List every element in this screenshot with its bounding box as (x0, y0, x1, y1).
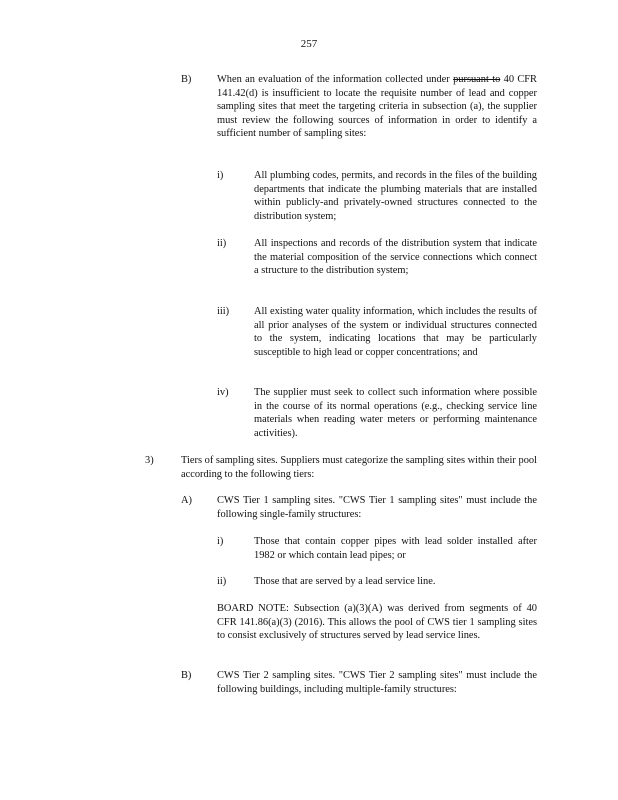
board-note: BOARD NOTE: Subsection (a)(3)(A) was derived from segments of 40 CFR 141.86(a)(3) (2016). This allows the pool of CWS tier 1 sampling sites to consist exclusively of structures served by lead service lines. (217, 603, 537, 642)
section-label: 3) (145, 455, 154, 466)
subsection-text: CWS Tier 2 sampling sites. "CWS Tier 2 sampling sites" must include the following buildings, including multiple-family structures: (217, 670, 537, 695)
item-text: Those that are served by a lead service line. (254, 576, 436, 587)
item-label: iii) (217, 306, 230, 317)
item-label: ii) (217, 576, 227, 587)
struck-text: pursuant to (453, 74, 501, 85)
subsection-label: A) (181, 495, 192, 506)
item-label: i) (217, 170, 224, 181)
subsection-label: B) (181, 74, 192, 85)
subsection-text: CWS Tier 1 sampling sites. "CWS Tier 1 sampling sites" must include the following single-family structures: (217, 495, 537, 520)
subsection-text (217, 73, 537, 141)
subsection-text-part1: When an evaluation of the information collected under (217, 74, 450, 85)
section-text: Tiers of sampling sites. Suppliers must categorize the sampling sites within their pool according to the following tiers: (181, 455, 537, 480)
item-text: All plumbing codes, permits, and records in the files of the building departments that indicate the plumbing materials that are installed within publicly-and privately-owned structures connected to the distribution system; (254, 170, 537, 222)
item-text: The supplier must seek to collect such information where possible in the course of its normal operations (e.g., checking service line materials when reading water meters or performing maintenance activities). (254, 387, 537, 439)
item-label: ii) (217, 238, 227, 249)
subsection-label: B) (181, 670, 192, 681)
item-label: iv) (217, 387, 229, 398)
subsection-text-part2: 40 CFR 141.42(d) is insufficient to locate the requisite number of lead and copper sampling sites that meet the targeting criteria in subsection (a), the supplier must review the following sources of information in order to identify a sufficient number of sampling sites: (217, 74, 537, 140)
page-number: 257 (300, 38, 318, 50)
item-text: All existing water quality information, which includes the results of all prior analyses of the system or individual structures connected to the system, indicating locations that may be particularly susceptible to high lead or copper concentrations; and (254, 306, 537, 358)
item-text: All inspections and records of the distribution system that indicate the material composition of the service connections which connect a structure to the distribution system; (254, 238, 537, 277)
item-text: Those that contain copper pipes with lead solder installed after 1982 or which contain lead pipes; or (254, 536, 537, 561)
item-label: i) (217, 536, 224, 547)
